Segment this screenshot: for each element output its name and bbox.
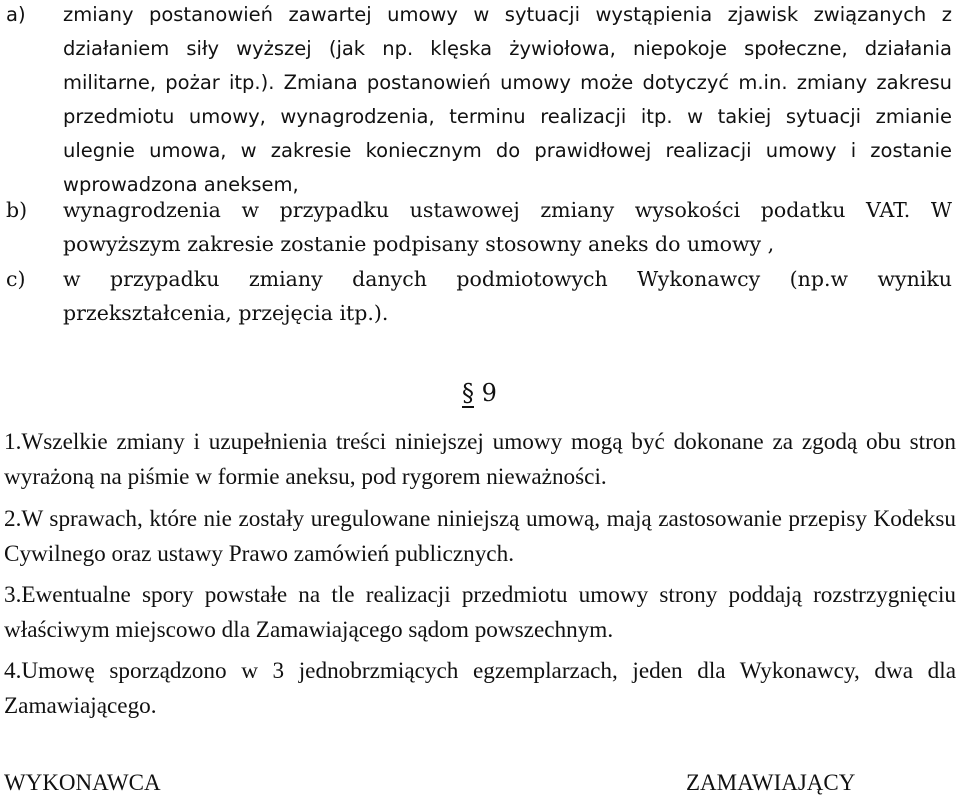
paragraph-3: 3.Ewentualne spory powstałe na tle realizacji przedmiotu umowy strony poddają rozstrzygnięciu właściwym miejscowo dla Zamawiającego sądom powszechnym. [4,582,956,643]
paragraph-2: 2.W sprawach, które nie zostały uregulowane niniejszą umową, mają zastosowanie przepisy Kodeksu Cywilnego oraz ustawy Prawo zamówień publicznych. [4,506,956,567]
list-text-c: w przypadku zmiany danych podmiotowych Wykonawcy (np.w wyniku przekształcenia, przejęcia itp.). [63,267,952,325]
signature-ordering-party: ZAMAWIAJĄCY [686,770,856,795]
list-item-a [6,0,952,202]
list-item-b [6,193,952,261]
list-marker-c: c) [6,267,26,291]
section-heading [462,376,497,410]
paragraph-4: 4.Umowę sporządzono w 3 jednobrzmiących egzemplarzach, jeden dla Wykonawcy, dwa dla Zamawiającego. [4,658,956,719]
list-marker-a: a) [6,3,26,26]
list-text-a: zmiany postanowień zawartej umowy w sytuacji wystąpienia zjawisk związanych z działaniem siły wyższej (jak np. klęska żywiołowa, niepokoje społeczne, działania militarne, pożar itp.). Zmiana postanowień umowy może dotyczyć m.in. zmiany zakresu przedmiotu umowy, wynagrodzenia, terminu realizacji itp. w takiej sytuacji zmianie ulegnie umowa, w zakresie koniecznym do prawidłowej realizacji umowy i zostanie wprowadzona aneksem, [63,3,952,196]
paragraph-1: 1.Wszelkie zmiany i uzupełnienia treści niniejszej umowy mogą być dokonane za zgodą obu stron wyrażoną na piśmie w formie aneksu, pod rygorem nieważności. [4,429,956,490]
list-marker-b: b) [6,198,28,222]
section-number: 9 [481,379,497,407]
section-symbol: § [462,379,474,407]
list-item-c [6,262,952,330]
list-text-b: wynagrodzenia w przypadku ustawowej zmiany wysokości podatku VAT. W powyższym zakresie zostanie podpisany stosowny aneks do umowy , [63,198,952,256]
signature-contractor: WYKONAWCA [4,770,161,795]
